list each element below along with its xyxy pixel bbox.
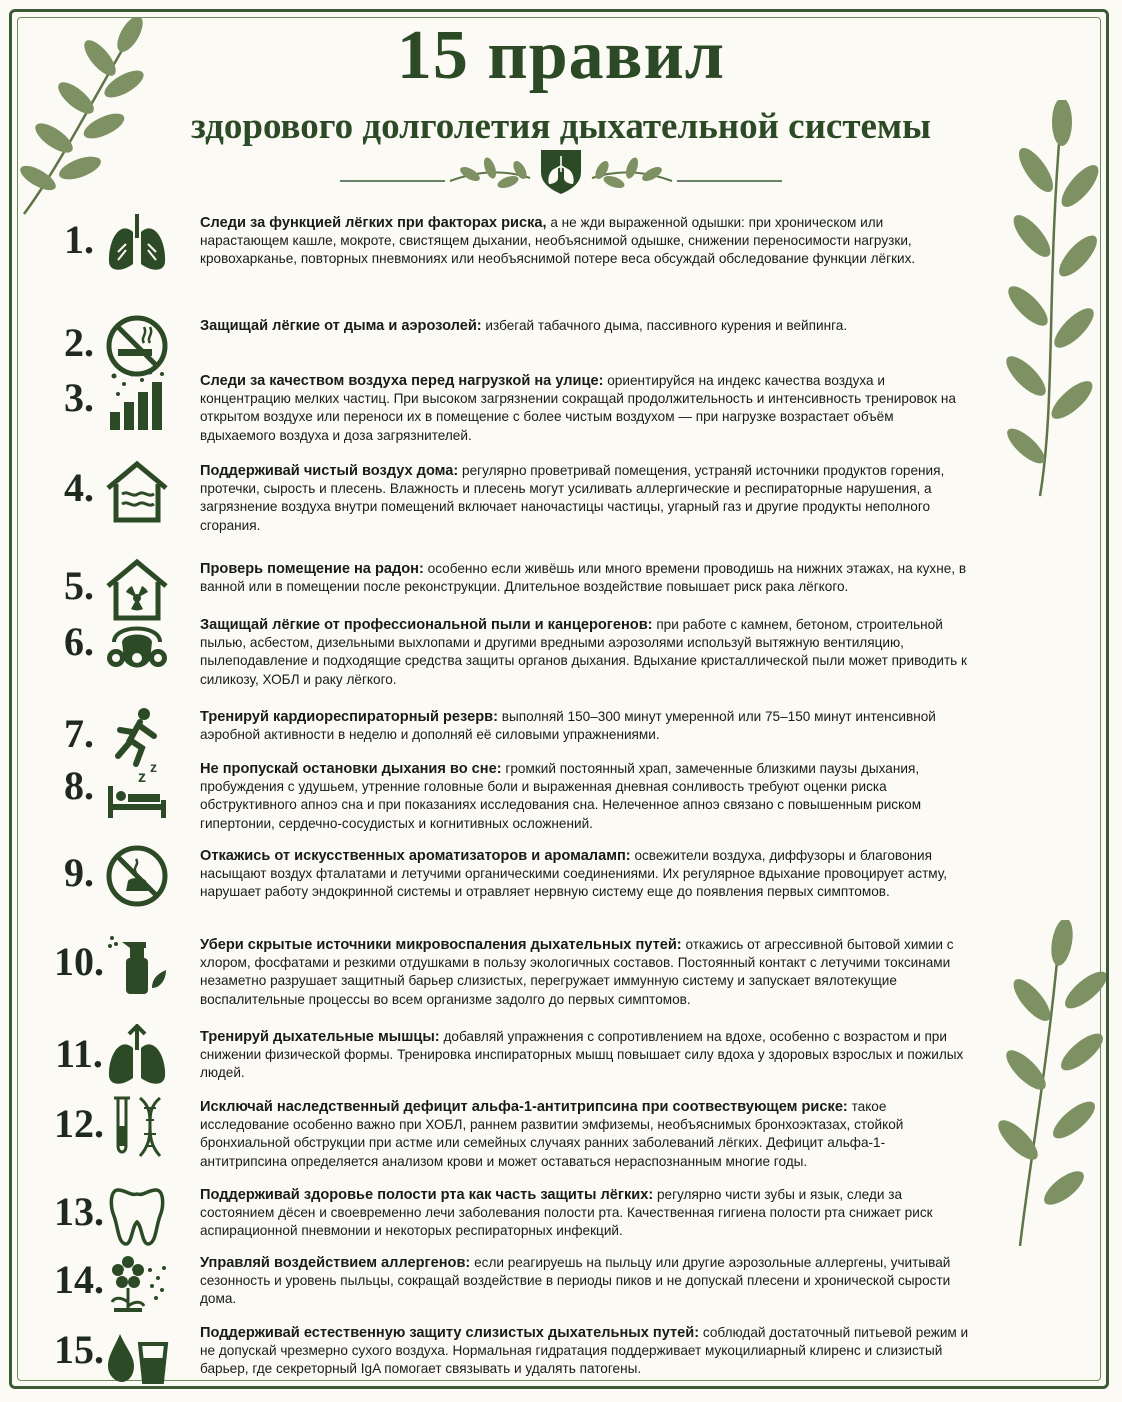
rule-description: выполняй 150–300 минут умеренной или 75–150 минут интенсивной аэробной активности в неделю и дополняй её силовыми упражнениями. [200,709,936,743]
rule-text [200,847,972,902]
lungs-breathing-icon [104,1024,170,1090]
rule-description: при работе с камнем, бетоном, строительной пылью, асбестом, дизельными выхлопами и другими вредными аэрозолями используй вытяжную вентиляцию, пылеподавление и подходящие средства защиты органов дыхания. Вдыхание кристаллической пыли может приводить к силикозу, ХОБЛ и раку лёгкого. [200,617,967,687]
page-subtitle: здорового долголетия дыхательной системы [190,106,932,147]
respirator-mask-icon [104,612,170,678]
sleeping-bed-icon [104,756,170,822]
leaf-branch-right-upper-icon [996,100,1106,500]
rule-text [200,1324,972,1379]
water-drop-glass-icon [104,1320,170,1386]
rule-text [200,760,972,833]
rule-number: 14. [54,1257,104,1302]
rule-text [200,317,972,335]
rule-number: 6. [64,619,94,664]
rule-number: 7. [64,711,94,756]
rule-number: 2. [64,320,94,365]
rule-heading: Проверь помещение на радон: [200,561,424,577]
rule-heading: Откажись от искусственных ароматизаторов и аромаламп: [200,848,631,864]
rule-number: 5. [64,563,94,608]
rule-heading: Не пропускай остановки дыхания во сне: [200,761,502,777]
rule-text [200,1186,972,1241]
svg-text:z: z [138,769,146,786]
air-quality-chart-icon [104,368,170,434]
rule-description: а не жди выраженной одышки: при хроническом или нарастающем кашле, мокроте, свистящем дыхании, необъяснимой одышке, снижении переносимости нагрузки, кровохарканье, повторных пневмониях или необъяснимой потере веса обсуждай обследование функции лёгких. [200,215,916,267]
rule-text [200,616,972,689]
rule-number: 3. [64,375,94,420]
lungs-shield-divider-icon [340,148,782,194]
rule-number: 4. [64,465,94,510]
rule-text [200,372,972,445]
rule-text [200,462,972,535]
spray-bottle-icon [104,932,170,998]
rule-description: соблюдай достаточный питьевой режим и не допускай чрезмерно сухого воздуха. Нормальная гидратация поддерживает мукоцилиарный клиренс и слизистый барьер, где секреторный IgA помогает связывать и удалять патогены. [200,1325,969,1377]
rule-heading: Тренируй кардиореспираторный резерв: [200,709,498,725]
rule-description: если реагируешь на пыльцу или другие аэрозольные аллергены, учитывай сезонность и уровень пыльцы, сокращай воздействие в периоды пиков и не допускай плесени и хронической сырости дома. [200,1255,951,1307]
svg-text:z: z [150,759,157,775]
rule-text [200,708,972,744]
rule-number: 1. [64,217,94,262]
rule-heading: Поддерживай здоровье полости рта как часть защиты лёгких: [200,1187,654,1203]
leaf-branch-right-lower-icon [990,920,1106,1250]
rule-number: 11. [55,1031,103,1076]
flower-pollen-icon [104,1250,170,1316]
rule-number: 15. [54,1327,104,1372]
rule-heading: Следи за функцией лёгких при факторах риска, [200,215,547,231]
rule-heading: Тренируй дыхательные мышцы: [200,1029,440,1045]
lungs-icon [104,210,170,276]
rule-description: громкий постоянный храп, замеченные близкими паузы дыхания, пробуждения с удушьем, утренние головные боли и выраженная дневная сонливость требуют оценки риска обструктивного апноэ сна и при показаниях исследования сна. Нелеченное апноэ связано с повышенным риском гипертонии, сердечно-сосудистых и когнитивных осложнений. [200,761,922,831]
rule-heading: Защищай лёгкие от дыма и аэрозолей: [200,318,482,334]
page-title: 15 правил [396,17,726,94]
rule-number: 9. [64,850,94,895]
rule-text [200,1254,972,1309]
rule-text [200,1028,972,1083]
rule-heading: Управляй воздействием аллергенов: [200,1255,471,1271]
rule-text [200,936,972,1009]
rule-description: откажись от агрессивной бытовой химии с хлором, фосфатами и резкими отдушками в пользу экологичных составов. Постоянный контакт с летучими токсинами незаметно разрушает защитный барьер слизистых, перегружает иммунную систему и запускает вялотекущие воспалительные процессы во всем организме задолго до первых симптомов. [200,937,954,1007]
rule-heading: Следи за качеством воздуха перед нагрузкой на улице: [200,373,604,389]
rule-number: 8. [64,763,94,808]
rule-description: избегай табачного дыма, пассивного курения и вейпинга. [481,318,848,333]
rule-text [200,560,972,596]
rule-heading: Исключай наследственный дефицит альфа-1-антитрипсина при соотвествующем риске: [200,1099,848,1115]
rule-description: регулярно проветривай помещения, устраняй источники продуктов горения, протечки, сырость и плесень. Влажность и плесень могут усиливать аллергические и респираторные нарушения, а загрязнение воздуха внутри помещений включает наночастицы частицы, угарный газ и другие продукты неполного сгорания. [200,463,945,533]
rule-description: добавляй упражнения с сопротивлением на вдохе, особенно с возрастом и при снижении физической формы. Тренировка инспираторных мышц повышает силу вдоха у здоровых взрослых и пожилых людей. [200,1029,964,1081]
rule-description: такое исследование особенно важно при ХОБЛ, раннем развитии эмфиземы, необъяснимых бронхоэктазах, стойкой бронхиальной обструкции при астме или семейных случаях ранних заболеваний лёгких. Дефицит альфа-1-антитрипсина определяется анализом крови и может оставаться нераспознанным многие годы. [200,1099,904,1169]
rule-text [200,1098,972,1171]
rule-number: 10. [54,939,104,984]
rule-description: освежители воздуха, диффузоры и благовония насыщают воздух фталатами и летучими органическими соединениями. Их регулярное вдыхание провоцирует астму, нарушает работу эндокринной системы и отравляет нервную систему еще до появления первых симптомов. [200,848,948,900]
rule-number: 13. [54,1189,104,1234]
test-tube-dna-icon [104,1094,170,1160]
rule-description: ориентируйся на индекс качества воздуха и концентрацию мелких частиц. При высоком загрязнении сокращай продолжительность и интенсивность тренировок на открытом воздухе или переноси их в помещение с более чистым воздухом — при нагрузке возрастает объём вдыхаемого воздуха и доза загрязнителей. [200,373,956,443]
house-ventilation-icon [104,458,170,524]
rule-heading: Поддерживай чистый воздух дома: [200,463,459,479]
rule-number: 12. [54,1101,104,1146]
tooth-icon [104,1182,170,1248]
rule-text [200,214,972,269]
rule-heading: Убери скрытые источники микровоспаления дыхательных путей: [200,937,682,953]
rule-description: особенно если живёшь или много времени проводишь на нижних этажах, на кухне, в ванной или в помещении после реконструкции. Длительное воздействие повышает риск рака лёгкого. [200,561,967,595]
rule-description: регулярно чисти зубы и язык, следи за состоянием дёсен и своевременно лечи заболевания полости рта. Качественная гигиена полости рта снижает риск аспирационной пневмонии и некоторых респираторных инфекций. [200,1187,933,1239]
rule-heading: Поддерживай естественную защиту слизистых дыхательных путей: [200,1325,700,1341]
rule-heading: Защищай лёгкие от профессиональной пыли и канцерогенов: [200,617,653,633]
no-aroma-icon [104,843,170,909]
